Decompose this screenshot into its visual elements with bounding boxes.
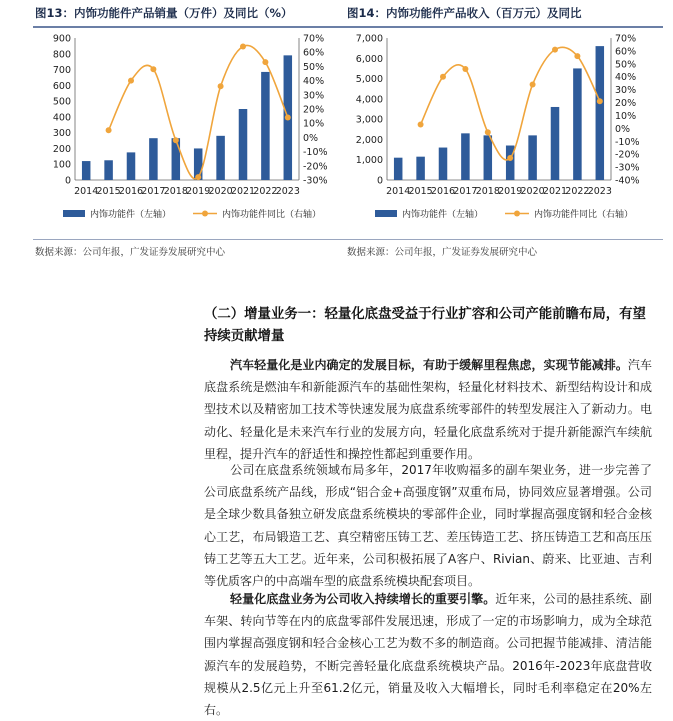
yoy-point xyxy=(218,83,224,89)
left-tick-label: 3,000 xyxy=(355,114,383,126)
paragraph-body: 汽车底盘系统是燃油车和新能源汽车的基础性架构，轻量化材料技术、新型结构设计和成型技术以及精密加工技术等快速发展为底盘系统零部件的转型发展注入了新动力。电动化、轻量化是未来汽车行业的发展方向，轻量化底盘系统对于提升新能源汽车续航里程，提升汽车的舒适性和操控性都起到重要作用。 xyxy=(204,358,652,461)
x-tick-label: 2019 xyxy=(186,186,211,197)
right-tick-label: 20% xyxy=(303,104,325,116)
x-tick-label: 2018 xyxy=(163,186,188,197)
left-tick-label: 0 xyxy=(64,175,71,187)
right-tick-label: 70% xyxy=(303,33,325,45)
x-tick-label: 2021 xyxy=(230,186,256,197)
left-tick-label: 400 xyxy=(52,112,71,124)
left-tick-label: 4,000 xyxy=(355,94,383,106)
right-tick-label: 20% xyxy=(615,98,637,110)
bar xyxy=(261,72,270,180)
yoy-point xyxy=(195,174,201,180)
x-tick-label: 2017 xyxy=(453,186,478,197)
yoy-point xyxy=(173,137,179,143)
yoy-point xyxy=(530,81,536,87)
bar xyxy=(82,161,91,180)
x-tick-label: 2021 xyxy=(542,186,568,197)
bar xyxy=(239,109,248,180)
right-tick-label: -10% xyxy=(303,147,328,159)
x-tick-label: 2023 xyxy=(587,186,612,197)
left-tick-label: 800 xyxy=(52,49,71,61)
paragraph-2 xyxy=(204,459,652,592)
yoy-point xyxy=(552,47,558,53)
figure-14 xyxy=(345,4,663,258)
yoy-point xyxy=(150,66,156,72)
right-tick-label: -20% xyxy=(615,149,640,161)
yoy-point xyxy=(485,129,491,135)
x-tick-label: 2017 xyxy=(141,186,166,197)
left-tick-label: 500 xyxy=(52,96,71,108)
yoy-point xyxy=(262,59,268,65)
left-tick-label: 7,000 xyxy=(355,33,383,45)
legend-label: 内饰功能件（左轴） xyxy=(402,210,484,220)
bar xyxy=(104,160,113,180)
right-tick-label: 10% xyxy=(303,118,325,130)
right-tick-label: 30% xyxy=(615,85,637,97)
yoy-point xyxy=(440,74,446,80)
x-tick-label: 2022 xyxy=(565,186,590,197)
right-tick-label: 30% xyxy=(303,90,325,102)
x-tick-label: 2014 xyxy=(386,186,411,197)
left-tick-label: 6,000 xyxy=(355,53,383,65)
yoy-point xyxy=(574,53,580,59)
x-tick-label: 2016 xyxy=(118,186,144,197)
x-tick-label: 2014 xyxy=(74,186,99,197)
x-tick-label: 2015 xyxy=(96,186,121,197)
left-tick-label: 0 xyxy=(376,175,383,187)
right-tick-label: 50% xyxy=(615,59,637,71)
left-tick-label: 900 xyxy=(52,33,71,45)
x-tick-label: 2023 xyxy=(275,186,300,197)
figure-source: 数据来源：公司年报，广发证券发展研究中心 xyxy=(35,247,226,258)
figure-top-rule xyxy=(33,26,351,28)
right-tick-label: 40% xyxy=(615,72,637,84)
yoy-point xyxy=(106,127,112,133)
legend-bar-swatch xyxy=(63,210,85,217)
yoy-line xyxy=(421,47,600,160)
right-tick-label: 40% xyxy=(303,76,325,88)
right-tick-label: 60% xyxy=(615,46,637,58)
right-tick-label: -30% xyxy=(303,175,328,187)
right-tick-label: 10% xyxy=(615,110,637,122)
right-tick-label: -30% xyxy=(615,162,640,174)
bar xyxy=(439,148,448,180)
bar xyxy=(461,133,470,180)
left-tick-label: 300 xyxy=(52,128,71,140)
x-tick-label: 2015 xyxy=(408,186,433,197)
left-tick-label: 1,000 xyxy=(355,155,383,167)
yoy-point xyxy=(597,98,603,104)
right-tick-label: 50% xyxy=(303,61,325,73)
figure-13 xyxy=(33,4,351,258)
x-tick-label: 2019 xyxy=(498,186,523,197)
sales-volume-chart xyxy=(33,30,351,236)
right-tick-label: -20% xyxy=(303,161,328,173)
legend-line-marker xyxy=(202,211,208,217)
figure-bottom-rule xyxy=(345,239,663,240)
left-tick-label: 2,000 xyxy=(355,134,383,146)
bar xyxy=(528,135,537,180)
right-tick-label: 70% xyxy=(615,33,637,45)
yoy-point xyxy=(507,155,513,161)
x-tick-label: 2016 xyxy=(430,186,456,197)
yoy-point xyxy=(128,78,134,84)
section-heading: （二）增量业务一：轻量化底盘受益于行业扩容和公司产能前瞻布局，有望持续贡献增量 xyxy=(204,307,646,344)
bar xyxy=(596,46,605,180)
figure-source: 数据来源：公司年报，广发证券发展研究中心 xyxy=(347,247,538,258)
figure-title: 图13：内饰功能件产品销量（万件）及同比（%） xyxy=(35,6,293,20)
legend-line-marker xyxy=(514,211,520,217)
bar xyxy=(484,135,493,180)
paragraph-body: 近年来，公司的悬挂系统、副车架、转向节等在内的底盘零部件发展迅速，形成了一定的市场影响力，成为全球范围内掌握高强度钢和轻合金核心工艺为数不多的制造商。公司把握节能减排、清洁能源汽车的发展趋势，不断完善轻量化底盘系统模块产品。2016年-2023年底盘营收规模从2.5亿元上升至61.2亿元，销量及收入大幅增长，同时毛利率稳定在20%左右。 xyxy=(204,592,652,718)
left-tick-label: 700 xyxy=(52,65,71,77)
paragraph-3 xyxy=(204,588,652,721)
bar xyxy=(551,107,560,180)
legend-label: 内饰功能件同比（右轴） xyxy=(534,210,634,220)
yoy-point xyxy=(285,115,291,121)
legend-label: 内饰功能件同比（右轴） xyxy=(222,210,322,220)
paragraph-1 xyxy=(204,354,652,465)
bar xyxy=(416,157,425,180)
left-tick-label: 600 xyxy=(52,80,71,92)
bar xyxy=(127,152,136,180)
revenue-chart xyxy=(345,30,663,236)
figure-title: 图14：内饰功能件产品收入（百万元）及同比 xyxy=(347,6,582,20)
left-tick-label: 100 xyxy=(52,159,71,171)
left-tick-label: 200 xyxy=(52,143,71,155)
right-tick-label: 0% xyxy=(615,123,631,135)
bar xyxy=(573,68,582,180)
yoy-point xyxy=(240,44,246,50)
x-tick-label: 2020 xyxy=(520,186,545,197)
paragraph-lead: 轻量化底盘业务为公司收入持续增长的重要引擎。 xyxy=(230,592,496,606)
bar xyxy=(216,136,225,180)
right-tick-label: 60% xyxy=(303,47,325,59)
figure-top-rule xyxy=(345,26,663,28)
figure-bottom-rule xyxy=(33,239,351,240)
bar xyxy=(394,158,403,180)
x-tick-label: 2018 xyxy=(475,186,500,197)
bar xyxy=(149,138,158,180)
x-tick-label: 2020 xyxy=(208,186,233,197)
right-tick-label: -10% xyxy=(615,136,640,148)
right-tick-label: -40% xyxy=(615,175,640,187)
legend-label: 内饰功能件（左轴） xyxy=(90,210,172,220)
left-tick-label: 5,000 xyxy=(355,74,383,86)
right-tick-label: 0% xyxy=(303,132,319,144)
bar xyxy=(172,138,181,180)
yoy-point xyxy=(418,121,424,127)
x-tick-label: 2022 xyxy=(253,186,278,197)
paragraph-body: 公司在底盘系统领域布局多年，2017年收购福多的副车架业务，进一步完善了公司底盘系统产品线，形成“铝合金+高强度钢”双重布局，协同效应显著增强。公司是全球少数具备独立研发底盘系统模块的零部件企业，同时掌握高强度钢和轻合金核心工艺，布局锻造工艺、真空精密压铸工艺、差压铸造工艺、挤压铸造工艺和高压压铸工艺等五大工艺。近年来，公司积极拓展了A客户、Rivian、蔚来、比亚迪、吉利等优质客户的中高端车型的底盘系统模块配套项目。 xyxy=(204,463,652,589)
legend-bar-swatch xyxy=(375,210,397,217)
yoy-point xyxy=(462,66,468,72)
paragraph-lead: 汽车轻量化是业内确定的发展目标，有助于缓解里程焦虑，实现节能减排。 xyxy=(230,358,628,372)
